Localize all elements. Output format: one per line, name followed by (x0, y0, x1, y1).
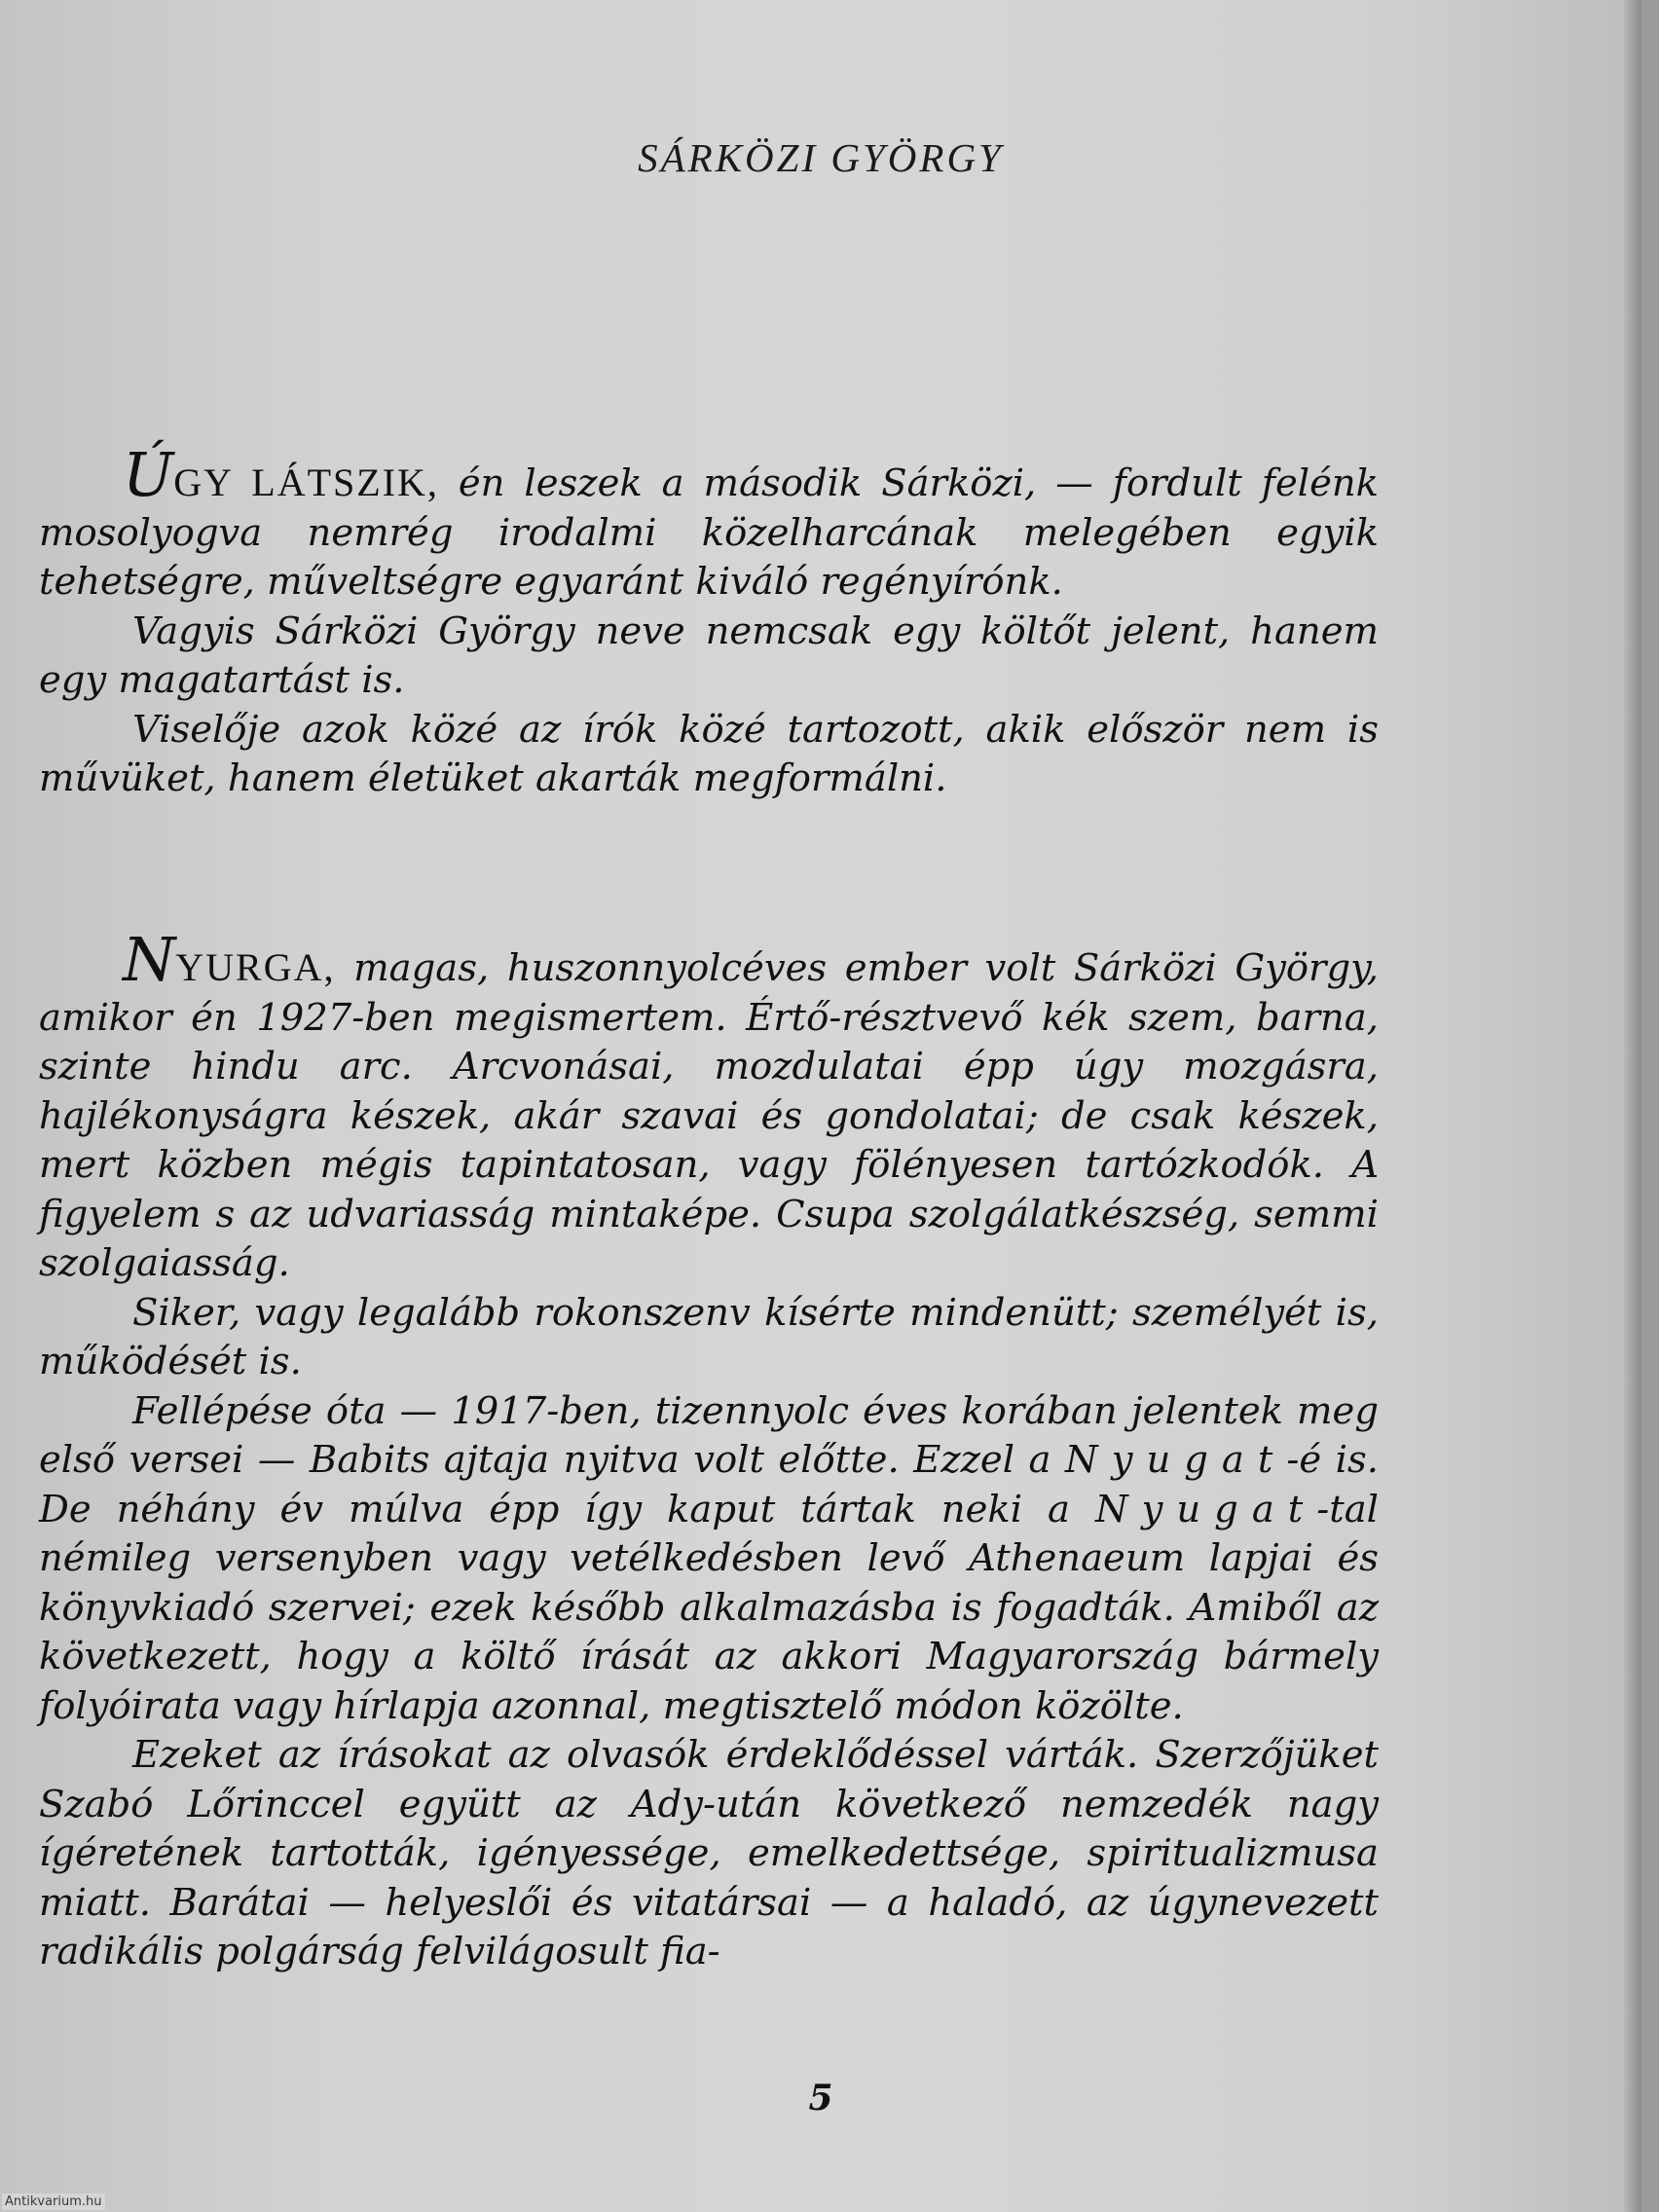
running-head: SÁRKÖZI GYÖRGY (638, 135, 1004, 180)
watermark: Antikvarium.hu (2, 2194, 105, 2210)
paragraph (39, 1387, 1379, 1732)
paragraph (39, 924, 1379, 1289)
section-body (39, 924, 1379, 1977)
paragraph-text: Fellépése óta — 1917-ben, tizennyolc éves korában jelentek meg első versei — Babits ajtaja nyitva volt előtte. Ezzel a (39, 1388, 1379, 1482)
paragraph: Vagyis Sárközi György neve nemcsak egy költőt jelent, hanem egy magatartást is. (39, 608, 1379, 702)
journal-title: Nyugat (1094, 1487, 1317, 1531)
paragraph-text: magas, huszonnyolcéves ember volt Sárközi György, amikor én 1927-ben megismertem. Értő-résztvevő kék szem, barna, szinte hindu arc. Arcvonásai, mozdulatai épp úgy mozgásra, hajlékonyságra készek, akár szavai és gondolatai; de csak készek, mert közben mégis tapintatosan, vagy fölényesen tartózkodók. A figyelem s az udvariasság mintaképe. Csupa szolgálatkészség, semmi szolgaiasság. (39, 946, 1379, 1285)
section-opening (39, 439, 1379, 804)
small-caps-lead: GY LÁTSZIK, (173, 461, 439, 504)
page-number: 5 (808, 2078, 833, 2119)
paragraph: Ezeket az írásokat az olvasók érdeklődéssel várták. Szerzőjüket Szabó Lőrinccel együtt az Ady-után következő nemzedék nagy ígéretének tartották, igényessége, emelkedettsége, spiritualizmusa miatt. Barátai — helyeslői és vitatársai — a haladó, az úgynevezett radikális polgárság felvilágosult fia- (39, 1733, 1379, 1973)
drop-cap: N (123, 924, 176, 995)
paragraph-text: -é is. De néhány év múlva épp így kaput tártak neki a (39, 1438, 1379, 1531)
paragraph: Viselője azok közé az írók közé tartozott, akik először nem is művüket, hanem életüket akarták megformálni. (39, 707, 1379, 800)
paragraph: Siker, vagy legalább rokonszenv kísérte mindenütt; személyét is, működését is. (39, 1290, 1379, 1383)
drop-cap: Ú (123, 439, 174, 510)
paragraph (39, 439, 1379, 608)
journal-title: Nyugat (1065, 1438, 1287, 1482)
paragraph-text: -tal némileg versenyben vagy vetélkedésben levő Athenaeum lapjai és könyvkiadó szervei; ezek később alkalmazásba is fogadták. Amiből az következett, hogy a költő írását az akkori Magyarország bármely folyóirata vagy hírlapja azonnal, megtisztelő módon közölte. (39, 1487, 1379, 1728)
small-caps-lead: YURGA, (175, 945, 336, 989)
paragraph-text: én leszek a második Sárközi, — fordult felénk mosolyogva nemrég irodalmi közelharcának melegében egyik tehetségre, műveltségre egyaránt kiváló regényírónk. (39, 461, 1379, 604)
page-edge (1624, 0, 1641, 2212)
